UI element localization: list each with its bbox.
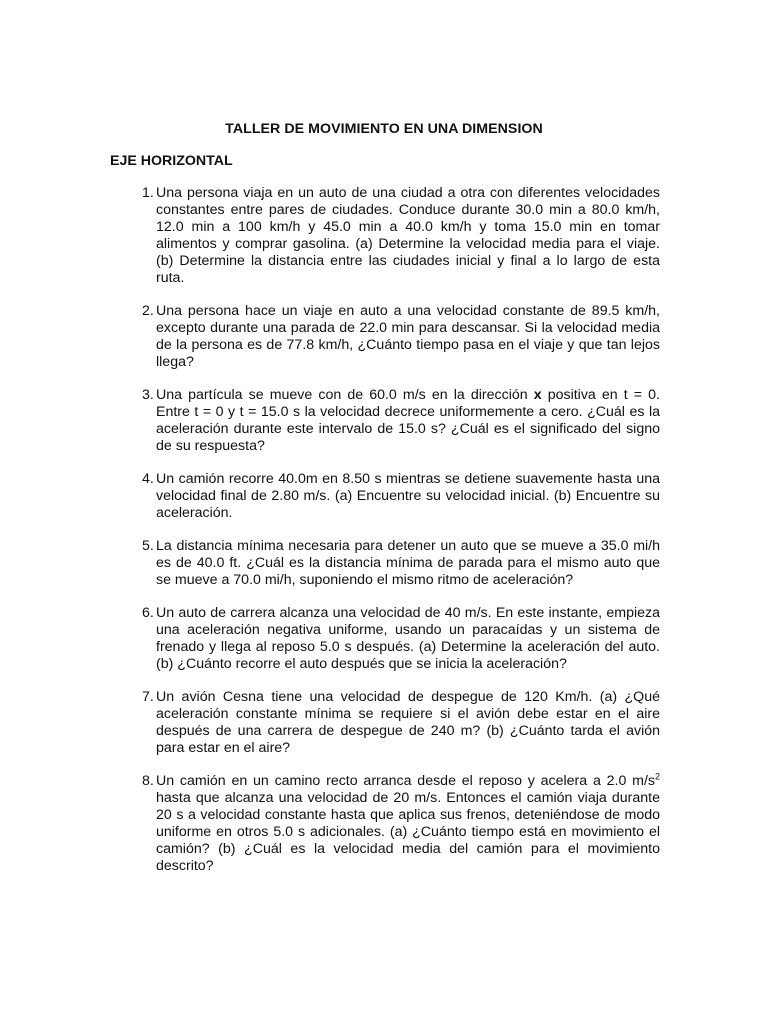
- problem-text: [156, 185, 660, 287]
- problem-number-label: 6.: [142, 605, 154, 621]
- problem-number-label: 3.: [142, 387, 154, 403]
- problem-number: [110, 538, 156, 589]
- problem-text-run: Un avión Cesna tiene una velocidad de despegue de 120 Km/h. (a) ¿Qué aceleración constante mínima se requiere si el avión debe estar en el aire después de una carrera de despegue de 240 m? (b) ¿Cuánto tarda el avión para estar en el aire?: [156, 689, 660, 756]
- problem-item: [110, 689, 660, 757]
- problem-item: [110, 387, 660, 455]
- problem-number: [110, 185, 156, 287]
- problem-text-bold: x: [533, 387, 542, 403]
- problem-list: [110, 185, 660, 891]
- problem-text-run: Un camión en un camino recto arranca desde el reposo y acelera a 2.0 m/s: [156, 773, 655, 789]
- problem-item: [110, 471, 660, 522]
- problem-number: [110, 605, 156, 673]
- problem-number: [110, 773, 156, 875]
- document-title: TALLER DE MOVIMIENTO EN UNA DIMENSION: [225, 121, 543, 137]
- problem-number-label: 5.: [142, 538, 154, 554]
- problem-text: [156, 387, 660, 455]
- problem-item: [110, 773, 660, 875]
- problem-text-run: positiva en t = 0. Entre t = 0 y t = 15.0 s la velocidad decrece uniformemente a cero. ¿Cuál es la aceleración durante este intervalo de 15.0 s? ¿Cuál es el significado del signo de su respuesta?: [156, 387, 660, 454]
- problem-text-run: hasta que alcanza una velocidad de 20 m/s. Entonces el camión viaja durante 20 s a velocidad constante hasta que aplica sus frenos, deteniéndose de modo uniforme en otros 5.0 s adicionales. (a) ¿Cuánto tiempo está en movimiento el camión? (b) ¿Cuál es la velocidad media del camión para el movimiento descrito?: [156, 790, 660, 874]
- problem-number-label: 1.: [142, 185, 154, 201]
- problem-text: [156, 538, 660, 589]
- problem-number: [110, 303, 156, 371]
- problem-item: [110, 538, 660, 589]
- problem-number: [110, 689, 156, 757]
- problem-text: [156, 471, 660, 522]
- problem-item: [110, 185, 660, 287]
- problem-text-run: La distancia mínima necesaria para detener un auto que se mueve a 35.0 mi/h es de 40.0 ft. ¿Cuál es la distancia mínima de parada para el mismo auto que se mueve a 70.0 mi/h, suponiendo el mismo ritmo de aceleración?: [156, 538, 660, 588]
- problem-number-label: 8.: [142, 773, 154, 789]
- problem-number: [110, 387, 156, 455]
- problem-text: [156, 689, 660, 757]
- problem-text-superscript: 2: [654, 771, 660, 782]
- problem-text: [156, 773, 660, 875]
- problem-item: [110, 605, 660, 673]
- problem-text: [156, 605, 660, 673]
- problem-text: [156, 303, 660, 371]
- problem-number-label: 2.: [142, 303, 154, 319]
- problem-number-label: 4.: [142, 471, 154, 487]
- problem-number: [110, 471, 156, 522]
- problem-text-run: Una partícula se mueve con de 60.0 m/s en la dirección: [156, 387, 534, 403]
- problem-text-run: Un camión recorre 40.0m en 8.50 s mientras se detiene suavemente hasta una velocidad final de 2.80 m/s. (a) Encuentre su velocidad inicial. (b) Encuentre su aceleración.: [156, 471, 660, 521]
- section-heading: EJE HORIZONTAL: [110, 153, 233, 169]
- problem-item: [110, 303, 660, 371]
- problem-text-run: Una persona viaja en un auto de una ciudad a otra con diferentes velocidades constantes entre pares de ciudades. Conduce durante 30.0 min a 80.0 km/h, 12.0 min a 100 km/h y 45.0 min a 40.0 km/h y toma 15.0 min en tomar alimentos y comprar gasolina. (a) Determine la velocidad media para el viaje. (b) Determine la distancia entre las ciudades inicial y final a lo largo de esta ruta.: [156, 185, 660, 286]
- problem-number-label: 7.: [142, 689, 154, 705]
- problem-text-run: Una persona hace un viaje en auto a una velocidad constante de 89.5 km/h, excepto durante una parada de 22.0 min para descansar. Si la velocidad media de la persona es de 77.8 km/h, ¿Cuánto tiempo pasa en el viaje y que tan lejos llega?: [156, 303, 660, 370]
- problem-text-run: Un auto de carrera alcanza una velocidad de 40 m/s. En este instante, empieza una aceleración negativa uniforme, usando un paracaídas y un sistema de frenado y llega al reposo 5.0 s después. (a) Determine la aceleración del auto. (b) ¿Cuánto recorre el auto después que se inicia la aceleración?: [156, 605, 660, 672]
